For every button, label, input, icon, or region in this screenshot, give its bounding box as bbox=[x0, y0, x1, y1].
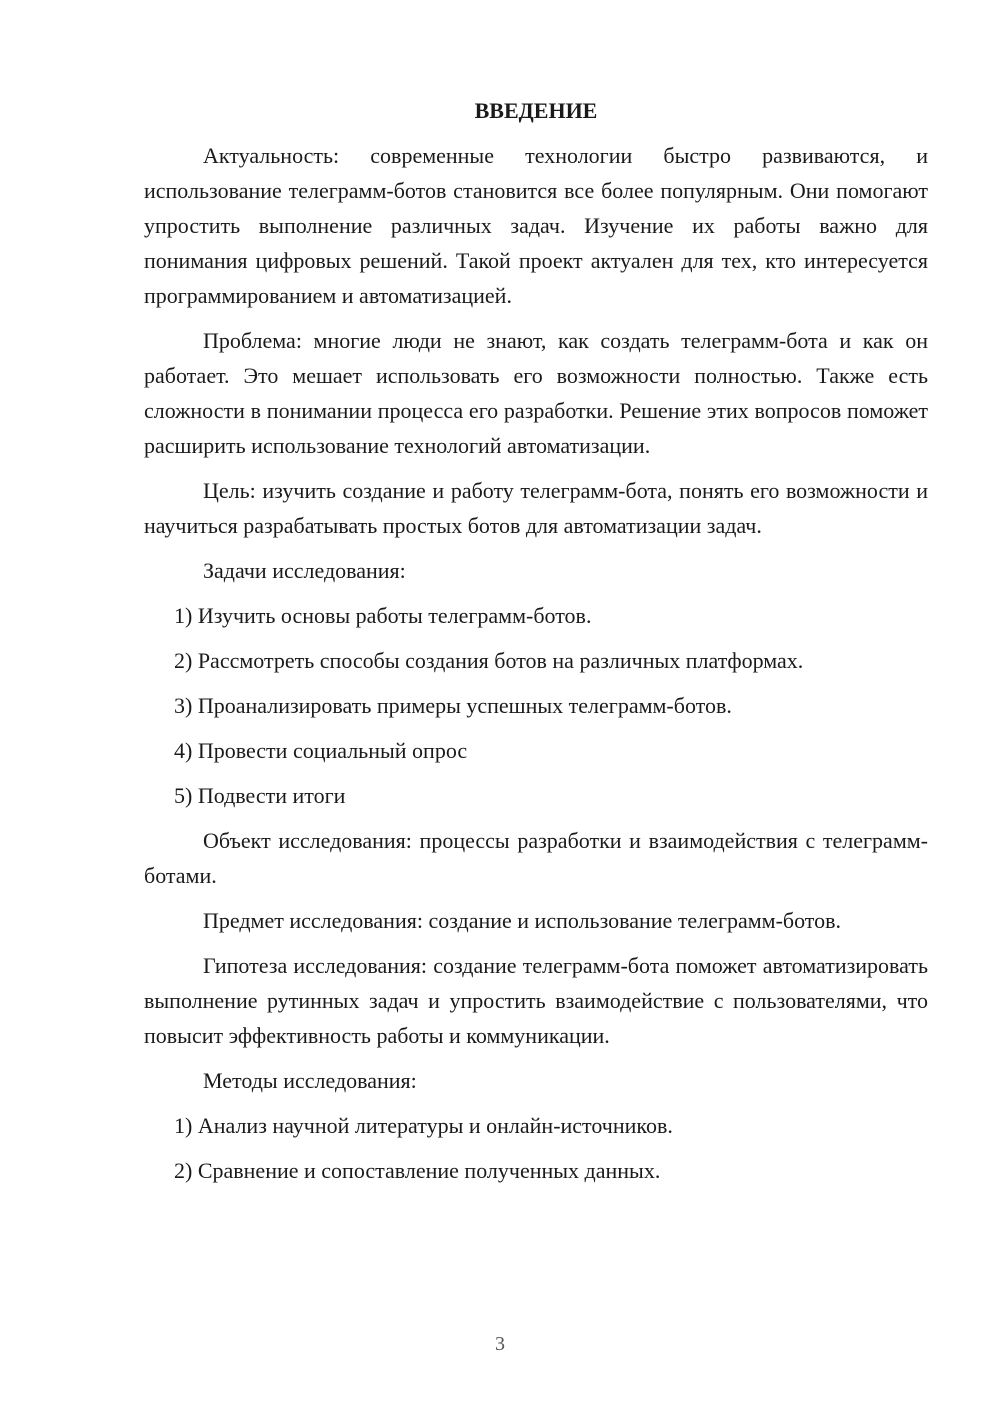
method-item: 1) Анализ научной литературы и онлайн-источников. bbox=[174, 1113, 673, 1138]
object-paragraph: Объект исследования: процессы разработки и взаимодействия с телеграмм-ботами. bbox=[144, 828, 928, 888]
problem-paragraph: Проблема: многие люди не знают, как создать телеграмм-бота и как он работает. Это мешает использовать его возможности полностью. Также есть сложности в понимании процесса его разработки. Решение этих вопросов поможет расширить использование технологий автоматизации. bbox=[144, 328, 928, 458]
task-item: 3) Проанализировать примеры успешных телеграмм-ботов. bbox=[174, 693, 732, 718]
document-page bbox=[144, 96, 928, 1198]
task-item: 4) Провести социальный опрос bbox=[174, 738, 468, 763]
task-item: 1) Изучить основы работы телеграмм-ботов. bbox=[174, 603, 592, 628]
tasks-label: Задачи исследования: bbox=[203, 558, 406, 583]
subject-paragraph: Предмет исследования: создание и использование телеграмм-ботов. bbox=[203, 908, 842, 933]
task-item: 5) Подвести итоги bbox=[174, 783, 346, 808]
goal-paragraph: Цель: изучить создание и работу телеграмм-бота, понять его возможности и научиться разрабатывать простых ботов для автоматизации задач. bbox=[144, 478, 928, 538]
relevance-paragraph: Актуальность: современные технологии быстро развиваются, и использование телеграмм-ботов становится все более популярным. Они помогают упростить выполнение различных задач. Изучение их работы важно для понимания цифровых решений. Такой проект актуален для тех, кто интересуется программированием и автоматизацией. bbox=[144, 143, 928, 308]
page-title: ВВЕДЕНИЕ bbox=[474, 98, 598, 123]
task-item: 2) Рассмотреть способы создания ботов на различных платформах. bbox=[174, 648, 804, 673]
page-number: 3 bbox=[495, 1333, 505, 1355]
hypothesis-paragraph: Гипотеза исследования: создание телеграмм-бота поможет автоматизировать выполнение рутинных задач и упростить взаимодействие с пользователями, что повысит эффективность работы и коммуникации. bbox=[144, 953, 928, 1048]
method-item: 2) Сравнение и сопоставление полученных данных. bbox=[174, 1158, 661, 1183]
methods-label: Методы исследования: bbox=[203, 1068, 417, 1093]
